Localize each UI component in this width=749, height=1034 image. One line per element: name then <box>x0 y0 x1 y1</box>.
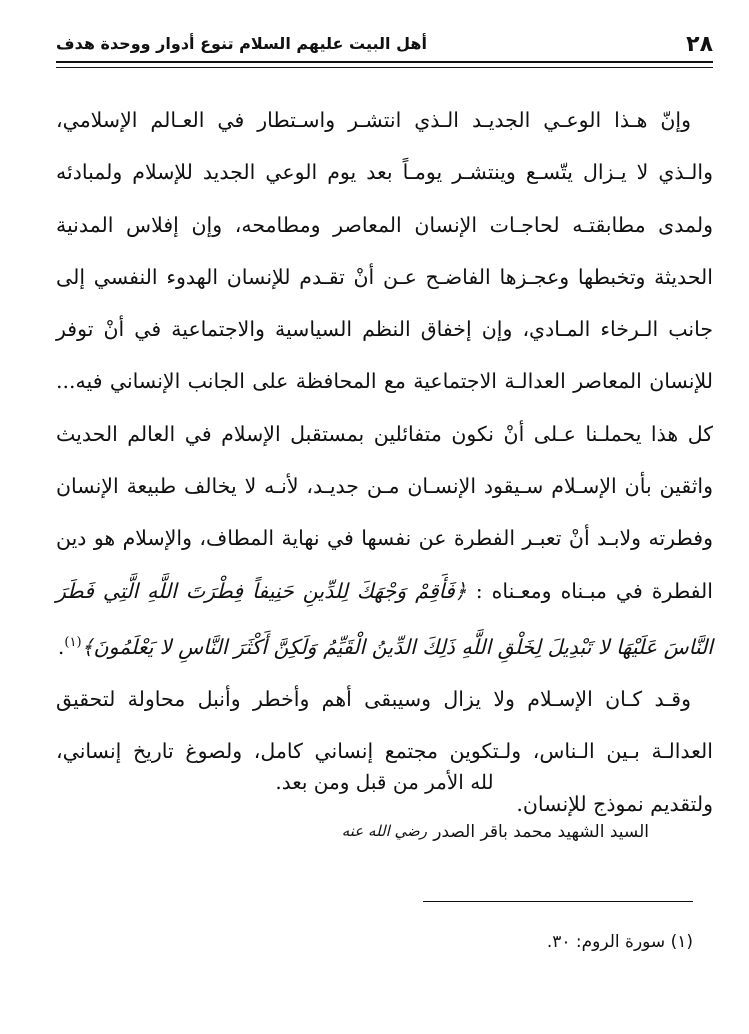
running-title: أهل البيت عليهم السلام تنوع أدوار ووحدة هدف <box>56 34 427 53</box>
main-text <box>56 94 713 830</box>
page-header <box>56 30 713 60</box>
page-number: ٢٨ <box>686 32 713 57</box>
footnote-separator <box>423 901 693 902</box>
footnote: (١) سورة الروم: ٣٠. <box>546 932 693 952</box>
paragraph-2: وقـد كـان الإسـلام ولا يزال وسيبقى أهم وأخطر وأنبل محاولة لتحقيق العدالـة بـين الـناس، ولـتكوين مجتمع إنساني كامل، ولصوغ تاريخ إنساني، ولتقديم نموذج للإنسان. <box>56 687 713 816</box>
header-rule-thick <box>56 61 713 63</box>
honorific-calligraphy: رضي الله عنه <box>341 822 427 840</box>
closing-line: لله الأمر من قبل ومن بعد. <box>275 770 494 794</box>
verse-end-punct: . <box>57 634 65 659</box>
author-signature: السيد الشهيد محمد باقر الصدر <box>433 822 649 842</box>
header-rule-thin <box>56 67 713 68</box>
paragraph-1 <box>56 94 713 673</box>
quran-verse: ﴿فَأَقِمْ وَجْهَكَ لِلدِّينِ حَنِيفاً فِطْرَتَ اللَّهِ الَّتِي فَطَرَ النَّاسَ عَلَيْهَا لا تَبْدِيلَ لِخَلْقِ اللَّهِ ذَلِكَ الدِّينُ الْقَيِّمُ وَلَكِنَّ أَكْثَرَ النَّاسِ لا يَعْلَمُونَ﴾ <box>56 578 713 659</box>
paragraph-1-text: وإنّ هـذا الوعـي الجديـد الـذي انتشـر واسـتطار في العـالم الإسلامي، والـذي لا يـزال يتّسـع وينتشـر يومـاً بعد يوم الوعي الجديد للإسلام ولمبادئه ولمدى مطابقتـه لحاجـات الإنسان المعاصر ومطامحه، وإن إفلاس المدنية الحديثة وتخبطها وعجـزها الفاضـح عـن أنْ تقـدم للإنسان الهدوء النفسي إلى جانب الـرخاء المـادي، وإن إخفاق النظم السياسية والاجتماعية في أنْ توفر للإنسان المعاصر العدالـة الاجتماعية مع المحافظة على الجانب الإنساني فيه... كل هذا يحملـنا عـلى أنْ نكون متفائلين بمستقبل الإسلام في العالم الحديث واثقين بأن الإسـلام سـيقود الإنسـان مـن جديـد، لأنـه لا يخالف طبيعة الإنسان وفطرته ولابـد أنْ تعبـر الفطرة عن نفسها في نهاية المطاف، والإسلام هو دين الفطرة في مبـناه ومعـناه : <box>56 108 714 603</box>
footnote-reference: (١) <box>64 634 82 650</box>
